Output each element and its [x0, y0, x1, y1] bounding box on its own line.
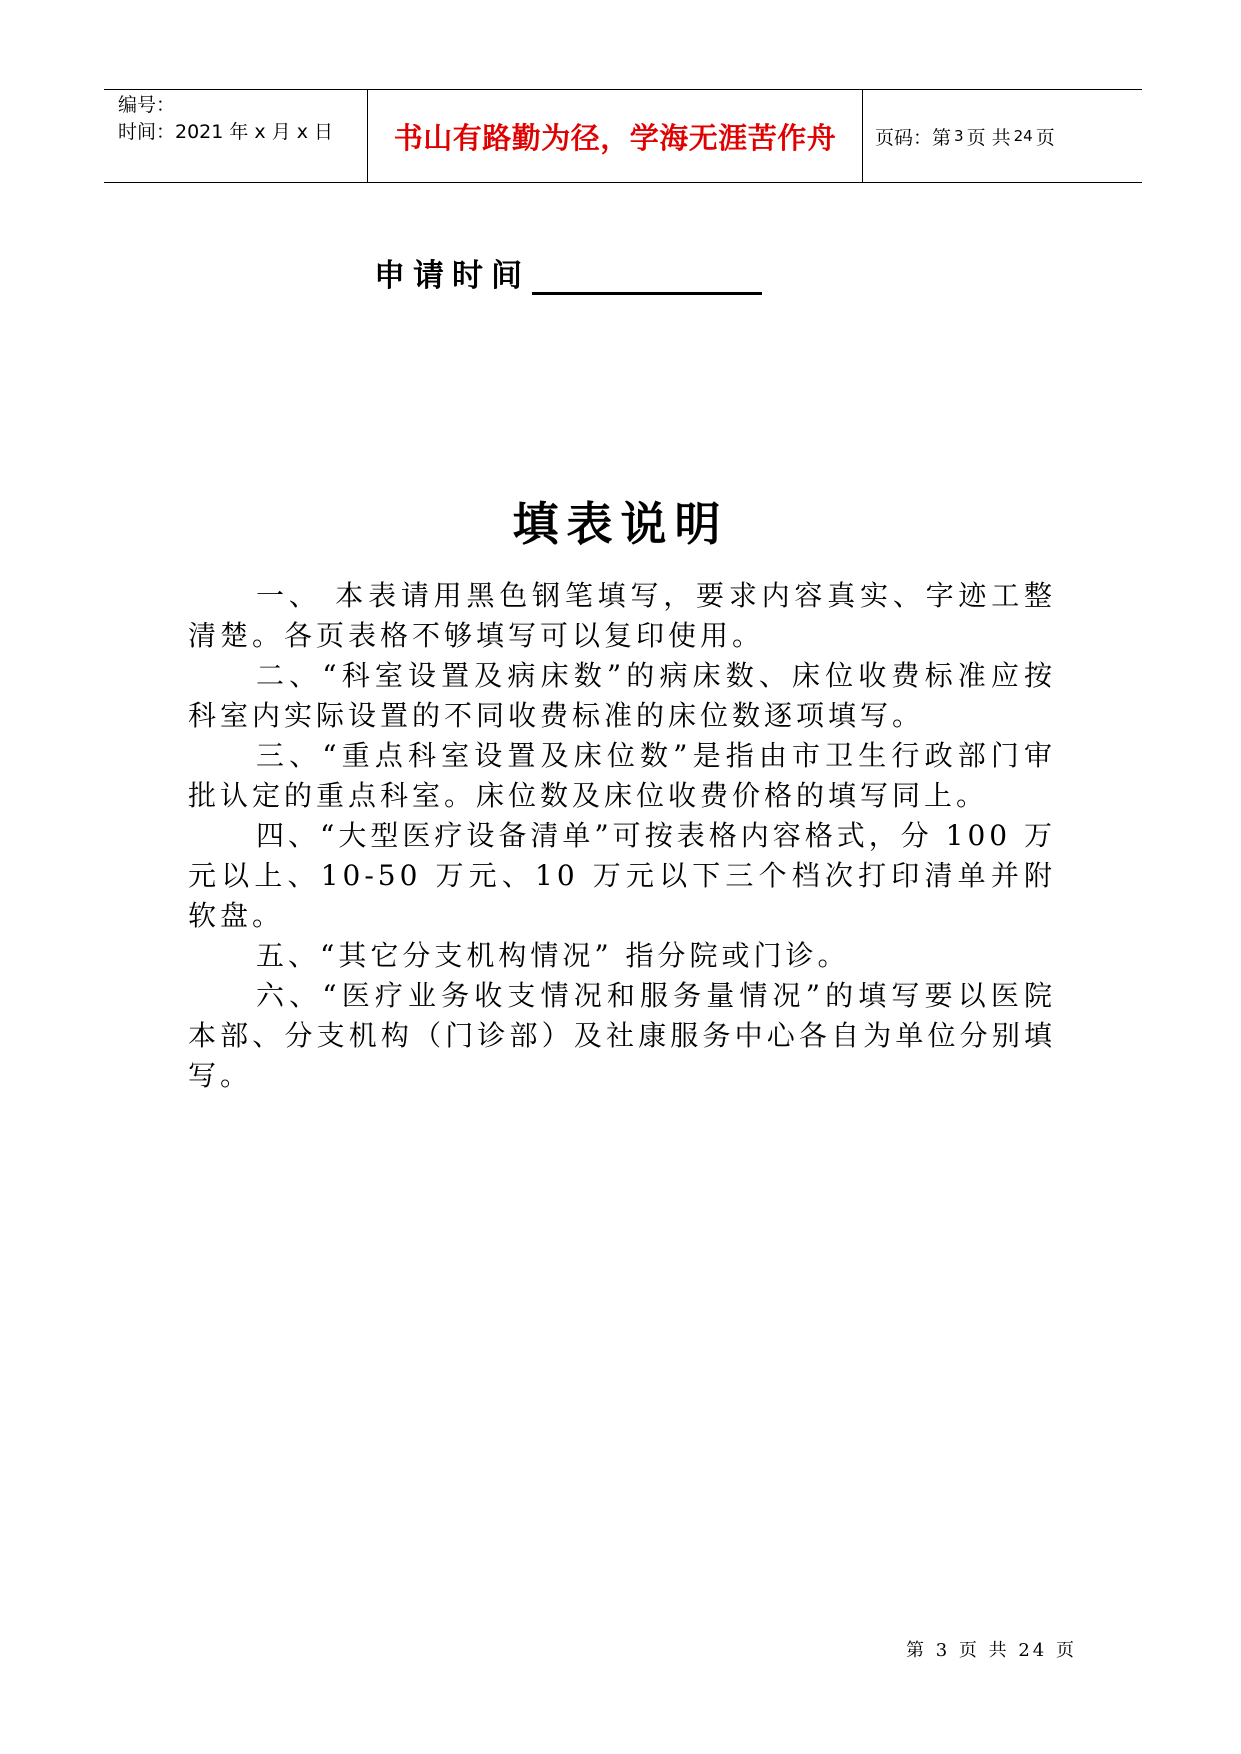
instruction-paragraph: 五、“其它分支机构情况” 指分院或门诊。: [256, 939, 850, 972]
page-prefix: 页码：第: [875, 126, 952, 149]
header-motto: 书山有路勤为径，学海无涯苦作舟: [368, 90, 863, 182]
header-page-indicator: [863, 90, 1142, 182]
page-suffix: 页: [1035, 126, 1055, 149]
number-label: 编号：: [118, 94, 176, 116]
apply-time-field: [374, 250, 762, 295]
header-info: [104, 90, 368, 182]
page-middle: 页 共: [966, 126, 1011, 149]
page-title: 填表说明: [512, 497, 729, 551]
instruction-paragraph: 六、“医疗业务收支情况和服务量情况”的填写要以医院本部、分支机构（门诊部）及社康服务中心各自为单位分别填写。: [188, 979, 1056, 1092]
page-current: 3: [954, 127, 964, 145]
page-total: 24: [1013, 127, 1033, 145]
apply-time-blank[interactable]: [532, 258, 762, 295]
apply-time-label: 申请时间: [374, 258, 530, 294]
instruction-paragraph: 一、 本表请用黑色钢笔填写，要求内容真实、字迹工整清楚。各页表格不够填写可以复印使用。: [188, 579, 1056, 652]
page-header: [104, 89, 1142, 183]
instruction-paragraph: 四、“大型医疗设备清单”可按表格内容格式，分 100 万元以上、10-50 万元、10 万元以下三个档次打印清单并附软盘。: [188, 819, 1056, 932]
time-label: 时间：2021 年 x 月 x 日: [118, 121, 334, 143]
instruction-paragraph: 三、“重点科室设置及床位数”是指由市卫生行政部门审批认定的重点科室。床位数及床位收费价格的填写同上。: [188, 739, 1056, 812]
instruction-paragraph: 二、“科室设置及病床数”的病床数、床位收费标准应按科室内实际设置的不同收费标准的床位数逐项填写。: [188, 659, 1056, 732]
page-footer: 第 3 页 共 24 页: [906, 1640, 1077, 1661]
instructions: [188, 576, 1056, 1096]
